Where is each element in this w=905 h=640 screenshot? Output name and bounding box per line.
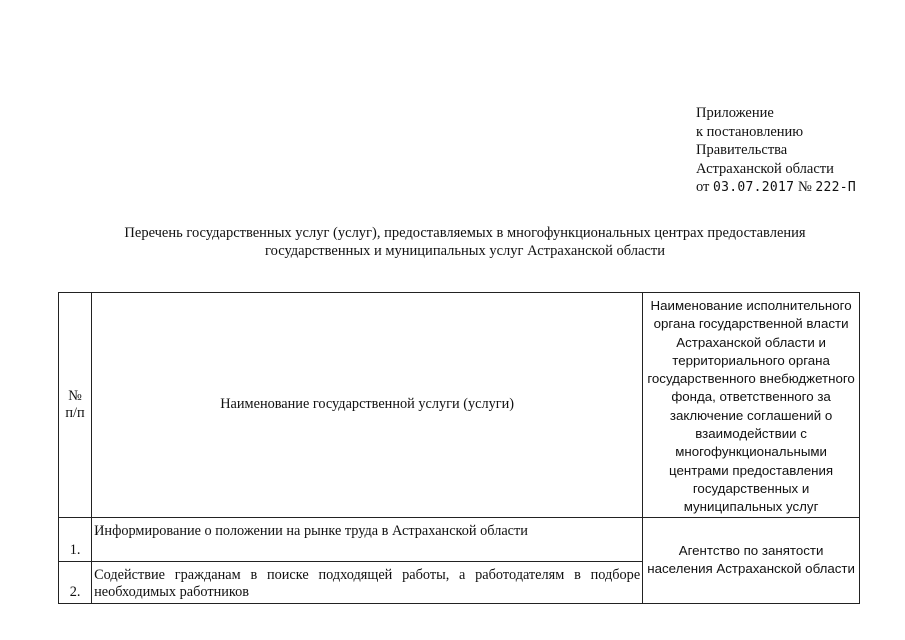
header-service-name: Наименование государственной услуги (услуги) [92,293,643,518]
row-number: 1. [59,517,92,561]
appendix-date-line [696,178,856,198]
document-title: Перечень государственных услуг (услуг), предоставляемых в многофункциональных центрах предоставления государственных и муниципальных услуг Астраханской области [124,225,806,259]
table-header-row [59,293,860,518]
table-row [59,517,860,561]
row-service-name: Содействие гражданам в поиске подходящей работы, а работодателям в подборе необходимых работников [92,561,643,603]
row-number: 2. [59,561,92,603]
header-organization: Наименование исполнительного органа государственной власти Астраханской области и территориального органа государственного внебюджетного фонда, ответственного за заключение соглашений о взаимодействии с многофункциональными центрами предоставления государственных и муниципальных услуг [643,293,860,518]
appendix-line-4: Астраханской области [696,160,834,177]
row-service-name: Информирование о положении на рынке труда в Астраханской области [92,517,643,561]
date-prefix: от [696,179,710,195]
appendix-line-3: Правительства [696,142,788,158]
resolution-number: 222-П [815,180,857,195]
resolution-date: 03.07.2017 [713,180,795,195]
appendix-line-1: Приложение [696,105,774,121]
appendix-block [696,104,856,198]
header-number: № п/п [59,293,92,518]
responsible-agency: Агентство по занятости населения Астраханской области [643,517,860,603]
services-table [58,292,860,604]
appendix-line-2: к постановлению [696,123,804,140]
number-sign: № [797,179,812,195]
